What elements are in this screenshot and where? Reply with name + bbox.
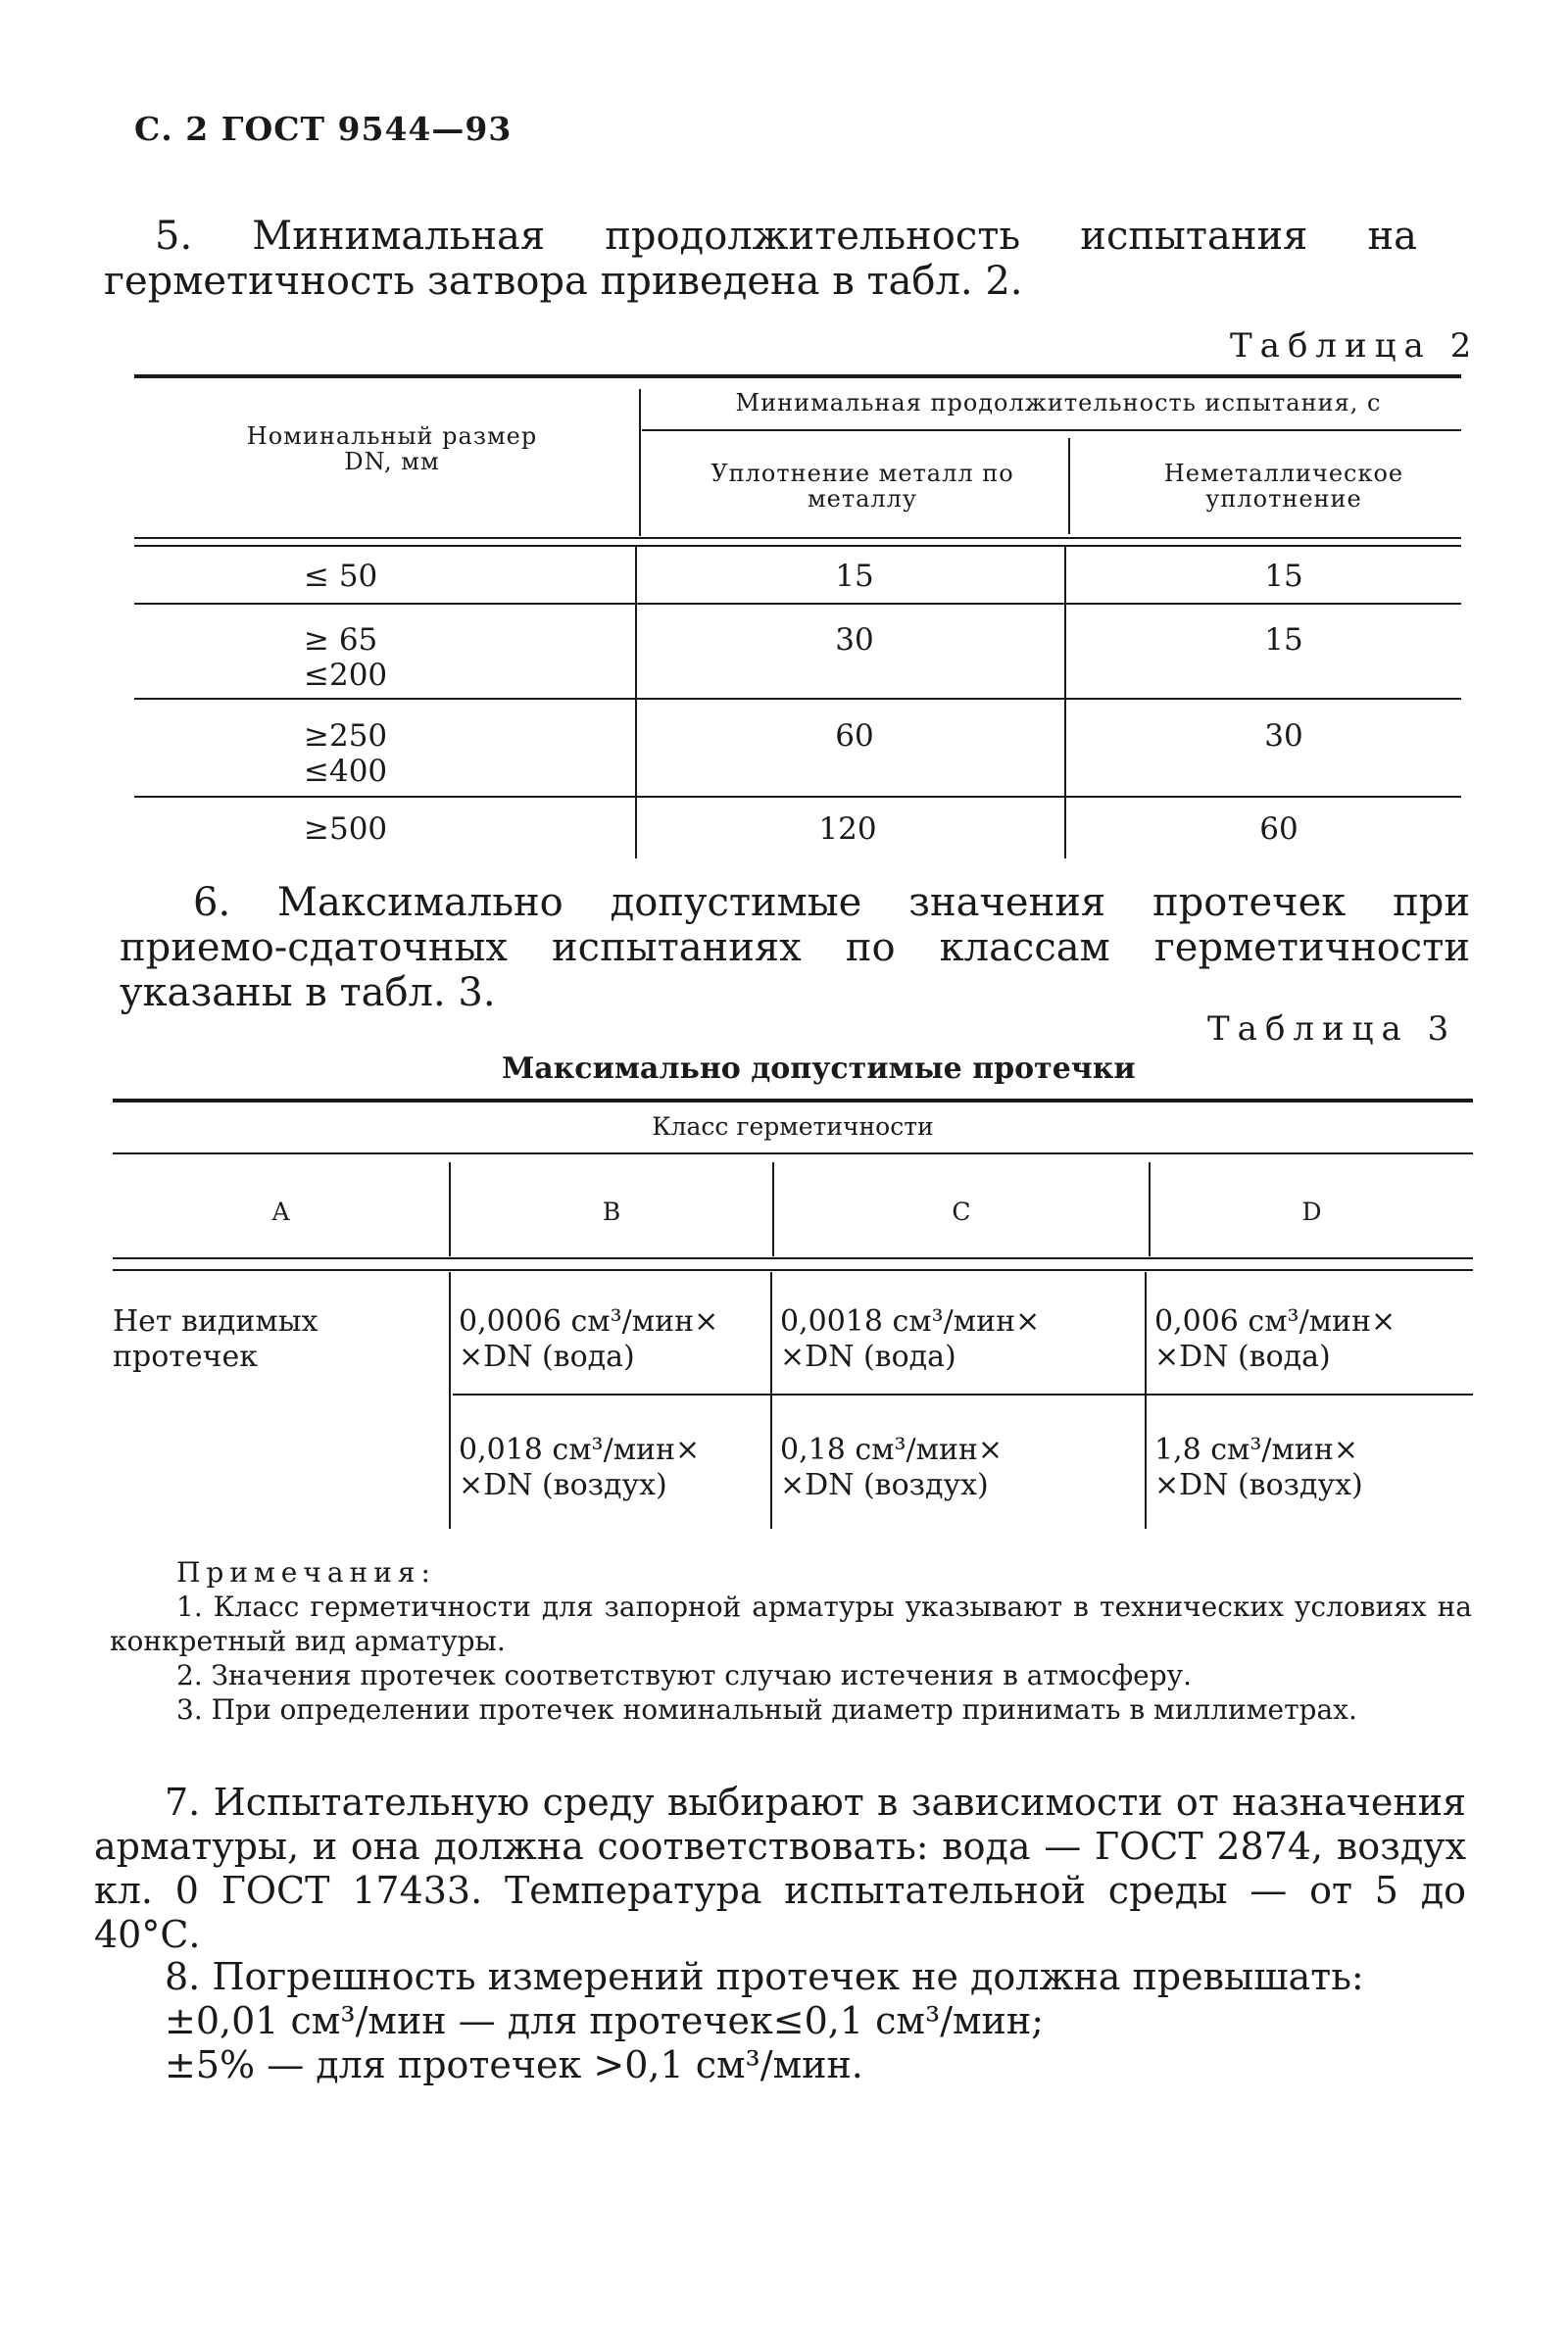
table2-metal-value: 15 (835, 559, 874, 594)
table2-metal-value: 30 (835, 622, 874, 658)
table3-air-b: 0,018 см³/мин× ×DN (воздух) (459, 1433, 701, 1502)
table2-header-nonmetal: Неметаллическое уплотнение (1163, 460, 1404, 513)
table2-dn (304, 811, 387, 847)
table3-air-d: 1,8 см³/мин× ×DN (воздух) (1154, 1433, 1363, 1502)
note-1: 1. Класс герметичности для запорной арматуры указывают в технических условиях на конкретный вид арматуры. (110, 1591, 1472, 1657)
dn-value: ≥ 65 (304, 622, 378, 658)
table3-class-a: A (271, 1198, 290, 1226)
table3-a-cell: Нет видимых протечек (113, 1304, 318, 1374)
table2-dn (304, 622, 387, 693)
table2-header-metal: Уплотнение металл по металлу (710, 460, 1014, 513)
table2-header-group: Минимальная продолжительность испытания, с (735, 389, 1382, 416)
table2-nonmetal-value: 60 (1259, 811, 1298, 847)
table3-class-b: B (602, 1198, 621, 1226)
table3-air-c: 0,18 см³/мин× ×DN (воздух) (780, 1433, 1004, 1502)
paragraph-8-line-2: ±5% — для протечек >0,1 см³/мин. (165, 2043, 863, 2086)
page-header: С. 2 ГОСТ 9544—93 (134, 110, 513, 148)
table2-metal-value: 60 (835, 718, 874, 754)
table3-group-header: Класс герметичности (652, 1112, 934, 1141)
notes (110, 1555, 1472, 1727)
table2-nonmetal-value: 30 (1264, 718, 1303, 754)
note-3: 3. При определении протечек номинальный диаметр принимать в миллиметрах. (176, 1693, 1357, 1726)
table3-class-d: D (1301, 1198, 1322, 1226)
dn-value: ≥250 (304, 718, 388, 754)
paragraph-7: 7. Испытательную среду выбирают в зависимости от назначения арматуры, и она должна соответствовать: вода — ГОСТ 2874, воздух кл. 0 ГОСТ 17433. Температура испытательной среды — от 5 до 40°С. (94, 1781, 1466, 1956)
dn-value: ≤ 50 (304, 559, 378, 594)
table2-nonmetal-value: 15 (1264, 622, 1303, 658)
table3-class-c: C (952, 1198, 971, 1226)
dn-value: ≤400 (304, 754, 388, 789)
table2-metal-value: 120 (818, 811, 877, 847)
notes-title: Примечания: (176, 1556, 436, 1589)
table3-label: Таблица 3 (1207, 1009, 1457, 1049)
table3-water-c: 0,0018 см³/мин× ×DN (вода) (780, 1304, 1041, 1374)
dn-value: ≥500 (304, 811, 388, 847)
table2-header-dn: Номинальный размер DN, мм (246, 422, 538, 475)
table3-water-d: 0,006 см³/мин× ×DN (вода) (1154, 1304, 1396, 1374)
table2-dn (304, 718, 387, 789)
paragraph-5: 5. Минимальная продолжительность испытания на герметичность затвора приведена в табл. 2. (104, 214, 1417, 304)
table2-dn (304, 559, 377, 594)
paragraph-6: 6. Максимально допустимые значения протечек при приемо-сдаточных испытаниях по классам герметичности указаны в табл. 3. (120, 880, 1470, 1015)
table3-water-b: 0,0006 см³/мин× ×DN (вода) (459, 1304, 719, 1374)
paragraph-8-intro: 8. Погрешность измерений протечек не должна превышать: (165, 1955, 1364, 1998)
dn-value: ≤200 (304, 658, 388, 693)
table2-nonmetal-value: 15 (1264, 559, 1303, 594)
paragraph-8-line-1: ±0,01 см³/мин — для протечек≤0,1 см³/мин; (165, 1999, 1045, 2042)
note-2: 2. Значения протечек соответствуют случаю истечения в атмосферу. (176, 1659, 1193, 1691)
table3-title: Максимально допустимые протечки (502, 1052, 1136, 1086)
table2-label: Таблица 2 (1230, 326, 1480, 366)
